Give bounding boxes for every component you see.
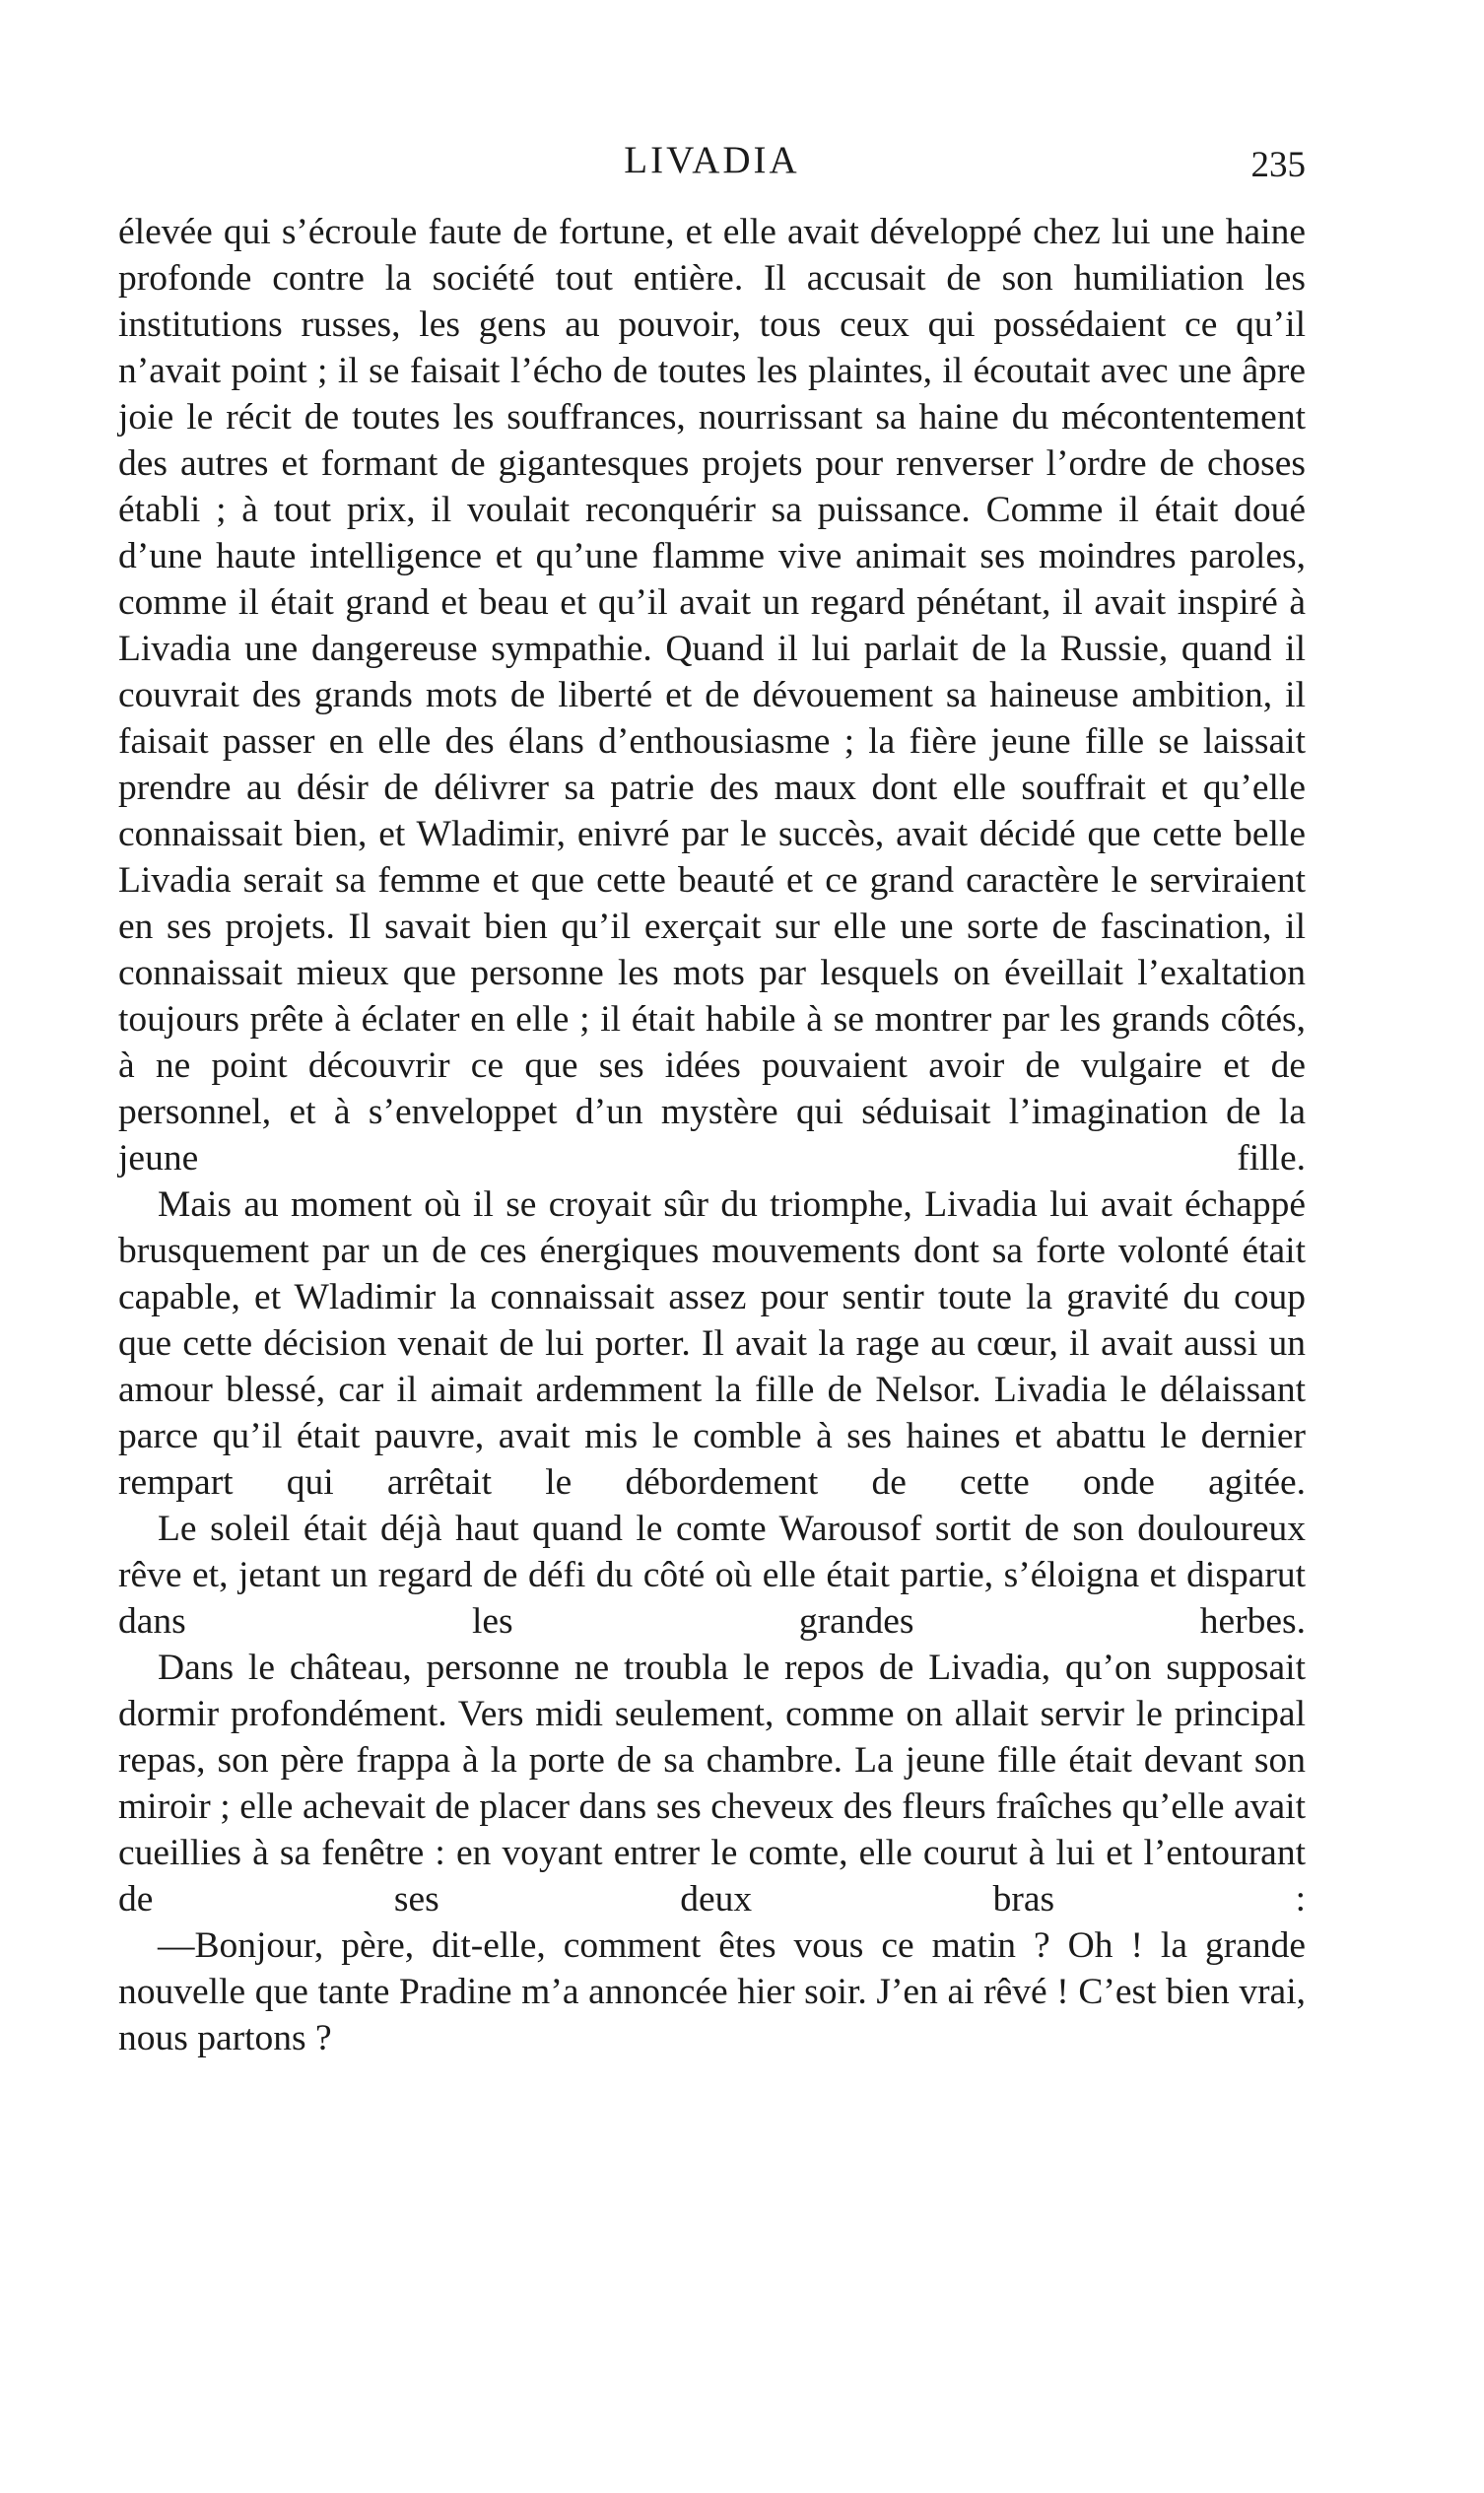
paragraph-1: élevée qui s’écroule faute de fortune, et elle avait développé chez lui une haine profonde contre la société tout entière. Il accusait de son humiliation les institutions russes, les gens au pouvoir, tous ceux qui possédaient ce qu’il n’avait point ; il se faisait l’écho de toutes les plaintes, il écoutait avec une âpre joie le récit de toutes les souffrances, nourrissant sa haine du mécontentement des autres et formant de gigantesques projets pour renverser l’ordre de choses établi ; à tout prix, il voulait reconquérir sa puissance. Comme il était doué d’une haute intelligence et qu’une flamme vive animait ses moindres paroles, comme il était grand et beau et qu’il avait un regard pénétant, il avait inspiré à Livadia une dangereuse sympathie. Quand il lui parlait de la Russie, quand il couvrait des grands mots de liberté et de dévouement sa haineuse ambition, il faisait passer en elle des élans d’enthousiasme ; la fière jeune fille se laissait prendre au désir de délivrer sa patrie des maux dont elle souffrait et qu’elle connaissait bien, et Wladimir, enivré par le succès, avait décidé que cette belle Livadia serait sa femme et que cette beauté et ce grand caractère le serviraient en ses projets. Il savait bien qu’il exerçait sur elle une sorte de fascination, il connaissait mieux que personne les mots par lesquels on éveillait l’exaltation toujours prête à éclater en elle ; il était habile à se montrer par les grands côtés, à ne point découvrir ce que ses idées pouvaient avoir de vulgaire et de personnel, et à s’enveloppet d’un mystère qui séduisait l’imagination de la jeune fille. bbox=[118, 212, 1306, 1179]
paragraph-5: —Bonjour, père, dit-elle, comment êtes vous ce matin ? Oh ! la grande nouvelle que tante Pradine m’a annoncée hier soir. J’en ai rêvé ! C’est bien vrai, nous partons ? bbox=[118, 1925, 1306, 2058]
paragraph-3: Le soleil était déjà haut quand le comte Warousof sortit de son douloureux rêve et, jetant un regard de défi du côté où elle était partie, s’éloigna et disparut dans les grandes herbes. bbox=[118, 1509, 1306, 1642]
page-number: 235 bbox=[1250, 145, 1306, 185]
running-head bbox=[118, 138, 1306, 197]
running-title: LIVADIA bbox=[624, 139, 800, 181]
body-text bbox=[118, 209, 1306, 2061]
paragraph-4: Dans le château, personne ne troubla le repos de Livadia, qu’on supposait dormir profondément. Vers midi seulement, comme on allait servir le principal repas, son père frappa à la porte de sa chambre. La jeune fille était devant son miroir ; elle achevait de placer dans ses cheveux des fleurs fraîches qu’elle avait cueillies à sa fenêtre : en voyant entrer le comte, elle courut à lui et l’entourant de ses deux bras : bbox=[118, 1648, 1306, 1920]
paragraph-2: Mais au moment où il se croyait sûr du triomphe, Livadia lui avait échappé brusquement par un de ces énergiques mouvements dont sa forte volonté était capable, et Wladimir la connaissait assez pour sentir toute la gravité du coup que cette décision venait de lui porter. Il avait la rage au cœur, il avait aussi un amour blessé, car il aimait ardemment la fille de Nelsor. Livadia le délaissant parce qu’il était pauvre, avait mis le comble à ses haines et abattu le dernier rempart qui arrêtait le débordement de cette onde agitée. bbox=[118, 1184, 1306, 1503]
